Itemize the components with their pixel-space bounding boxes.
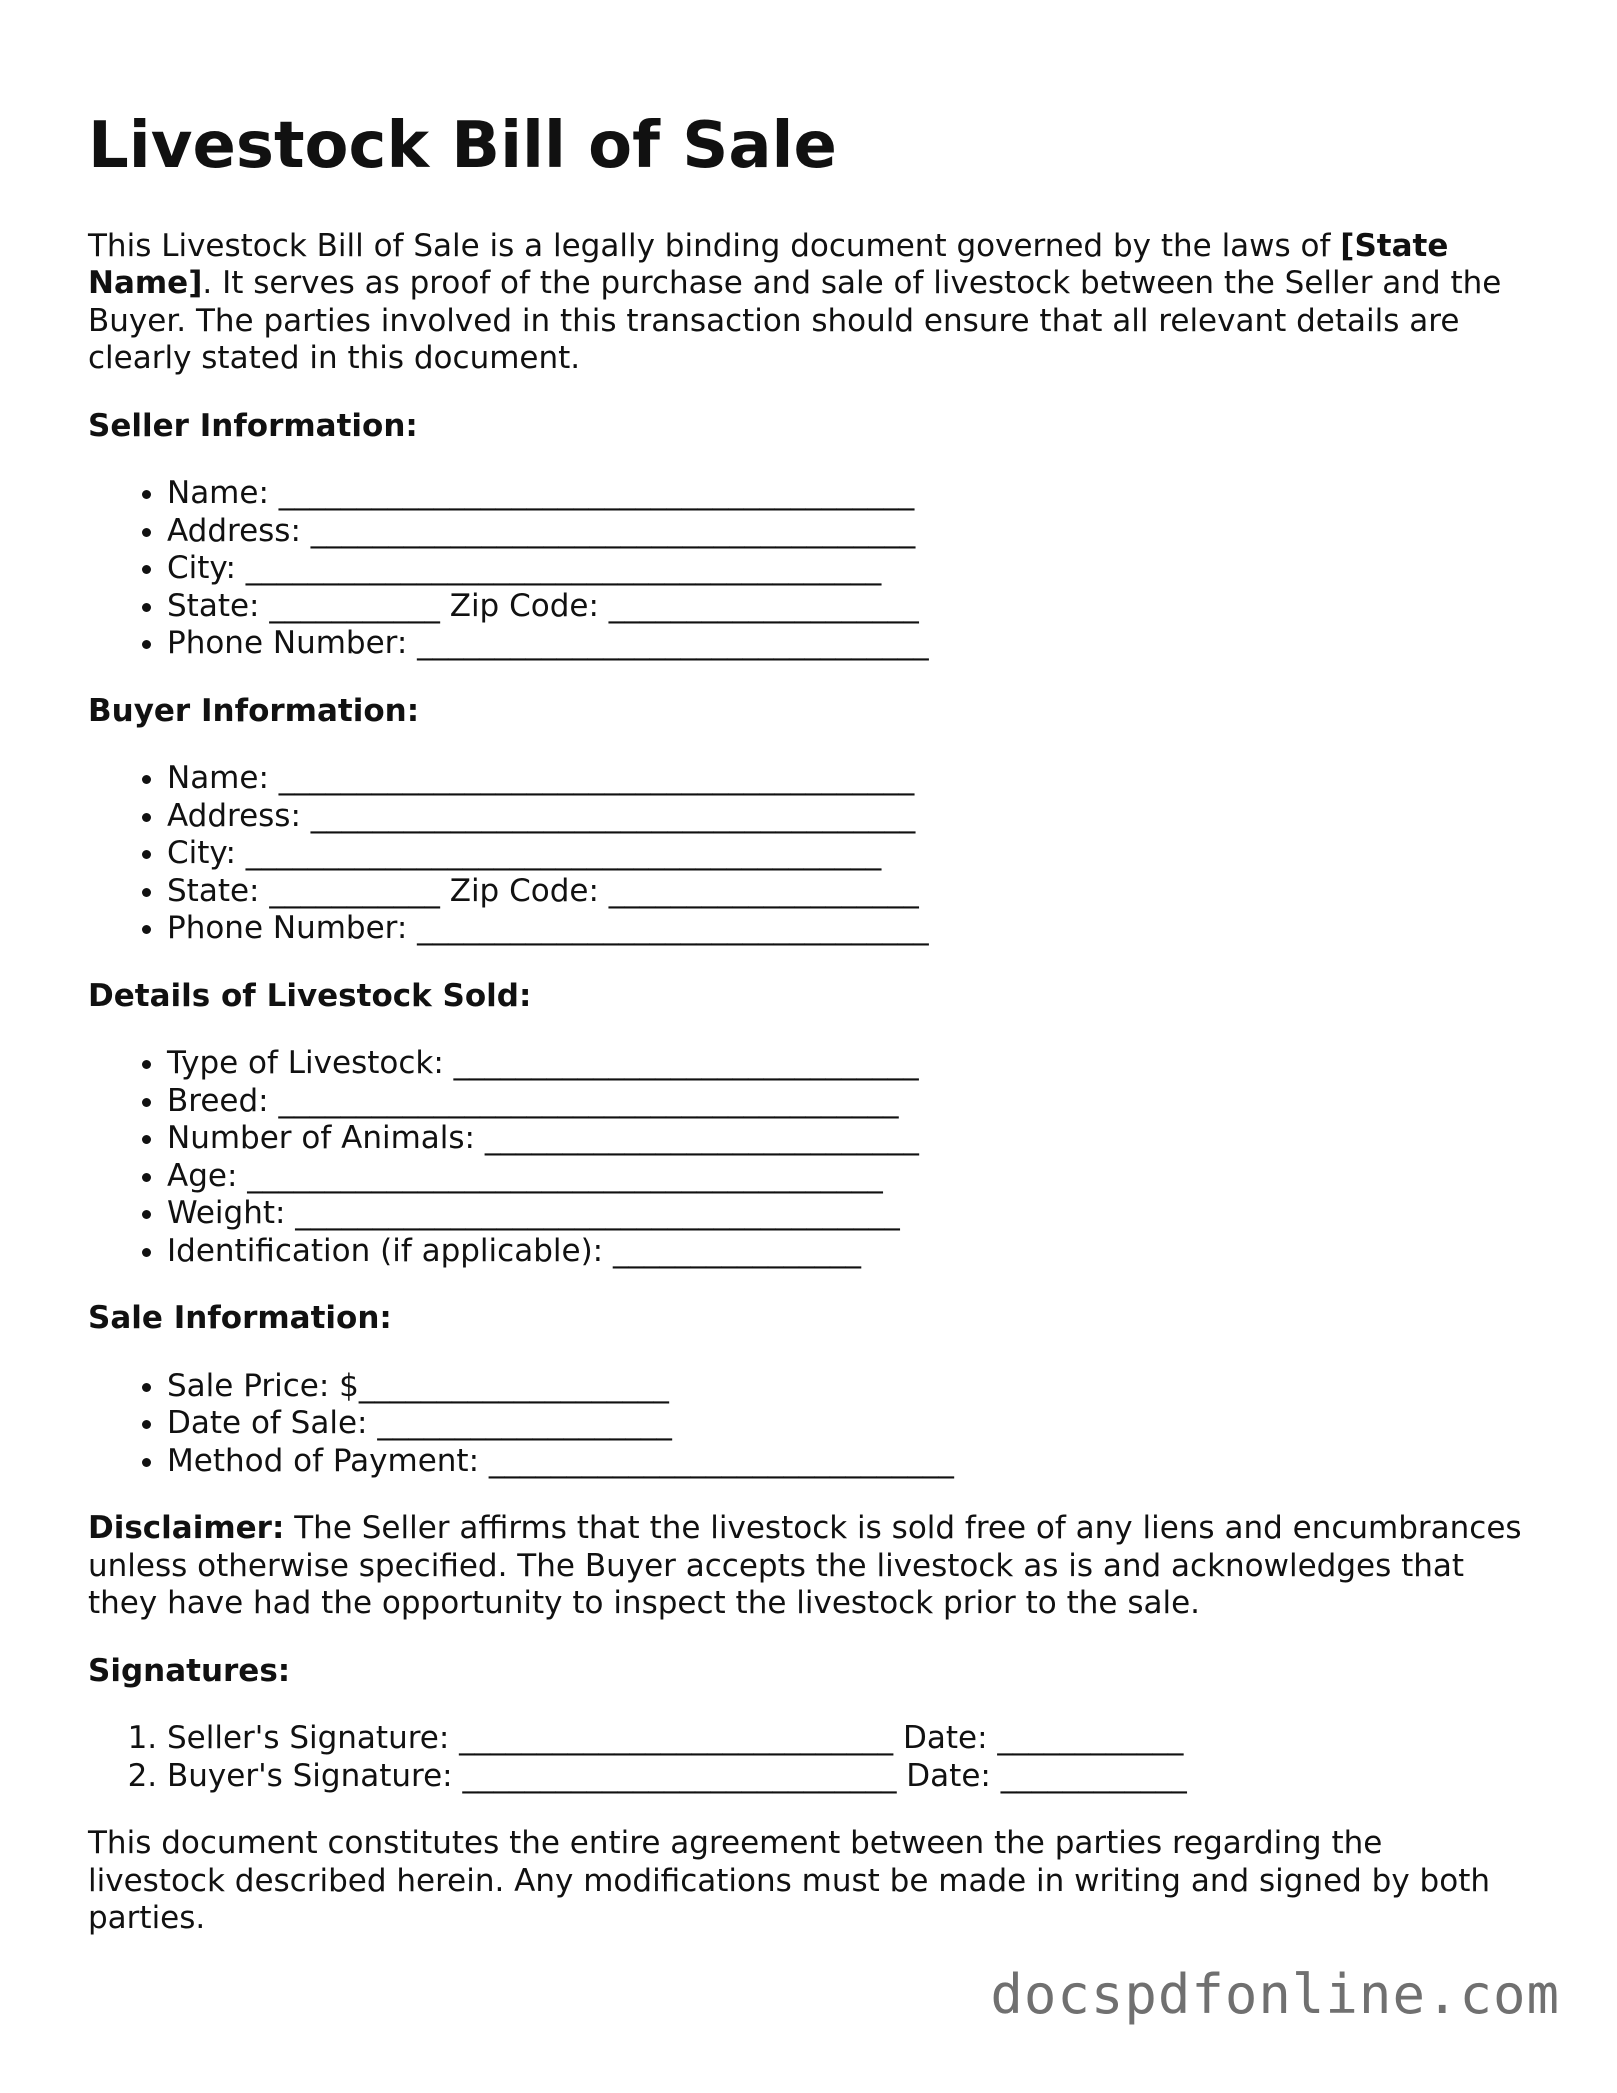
- livestock-weight-field: • Weight: _______________________________________: [167, 1195, 1528, 1233]
- intro-before: This Livestock Bill of Sale is a legally binding document governed by the laws of: [88, 227, 1341, 264]
- disclaimer-text: The Seller affirms that the livestock is sold free of any liens and encumbrances unless otherwise specified. The Buyer accepts the livestock as is and acknowledges that they have had the opportunity to inspect the livestock prior to the sale.: [88, 1510, 1522, 1622]
- closing-paragraph: This document constitutes the entire agreement between the parties regarding the livestock described herein. Any modifications must be made in writing and signed by both parties.: [88, 1825, 1491, 1937]
- livestock-age-field: • Age: _________________________________________: [167, 1158, 1528, 1196]
- seller-list: [88, 475, 1528, 663]
- seller-signature-line: 1. Seller's Signature: ____________________________ Date: ____________: [167, 1720, 1528, 1758]
- livestock-count-field: • Number of Animals: ____________________________: [167, 1120, 1528, 1158]
- page-title: Livestock Bill of Sale: [88, 109, 837, 183]
- disclaimer-paragraph: [88, 1510, 1528, 1623]
- seller-phone-field: • Phone Number: _________________________________: [167, 625, 1528, 663]
- buyer-city-field: • City: _________________________________________: [167, 835, 1528, 873]
- buyer-state-zip-field: • State: ___________ Zip Code: ____________________: [167, 873, 1528, 911]
- intro-paragraph: [88, 228, 1528, 378]
- disclaimer-label: Disclaimer:: [88, 1510, 285, 1547]
- livestock-identification-field: • Identification (if applicable): ________________: [167, 1233, 1528, 1271]
- seller-heading: Seller Information:: [88, 407, 418, 444]
- signatures-list: [88, 1720, 1528, 1795]
- buyer-name-field: • Name: _________________________________________: [167, 760, 1528, 798]
- state-name-placeholder: [State Name]: [88, 227, 1449, 302]
- document-page: [88, 110, 1528, 1968]
- buyer-address-field: • Address: _______________________________________: [167, 798, 1528, 836]
- livestock-type-field: • Type of Livestock: ______________________________: [167, 1045, 1528, 1083]
- sale-heading: Sale Information:: [88, 1300, 392, 1337]
- seller-state-zip-field: • State: ___________ Zip Code: ____________________: [167, 588, 1528, 626]
- seller-city-field: • City: _________________________________________: [167, 550, 1528, 588]
- buyer-list: [88, 760, 1528, 948]
- livestock-heading: Details of Livestock Sold:: [88, 977, 532, 1014]
- payment-method-field: • Method of Payment: ______________________________: [167, 1443, 1528, 1481]
- buyer-signature-line: 2. Buyer's Signature: ____________________________ Date: ____________: [167, 1758, 1528, 1796]
- buyer-heading: Buyer Information:: [88, 692, 420, 729]
- intro-after: . It serves as proof of the purchase and sale of livestock between the Seller and the Buyer. The parties involved in this transaction should ensure that all relevant details are clearly stated in this document.: [88, 265, 1502, 377]
- buyer-phone-field: • Phone Number: _________________________________: [167, 910, 1528, 948]
- sale-price-field: • Sale Price: $____________________: [167, 1368, 1528, 1406]
- livestock-list: [88, 1045, 1528, 1270]
- seller-name-field: • Name: _________________________________________: [167, 475, 1528, 513]
- watermark: docspdfonline.com: [990, 1963, 1560, 2026]
- signatures-heading: Signatures:: [88, 1652, 291, 1689]
- sale-date-field: • Date of Sale: ___________________: [167, 1405, 1528, 1443]
- livestock-breed-field: • Breed: ________________________________________: [167, 1083, 1528, 1121]
- seller-address-field: • Address: _______________________________________: [167, 513, 1528, 551]
- sale-list: [88, 1368, 1528, 1481]
